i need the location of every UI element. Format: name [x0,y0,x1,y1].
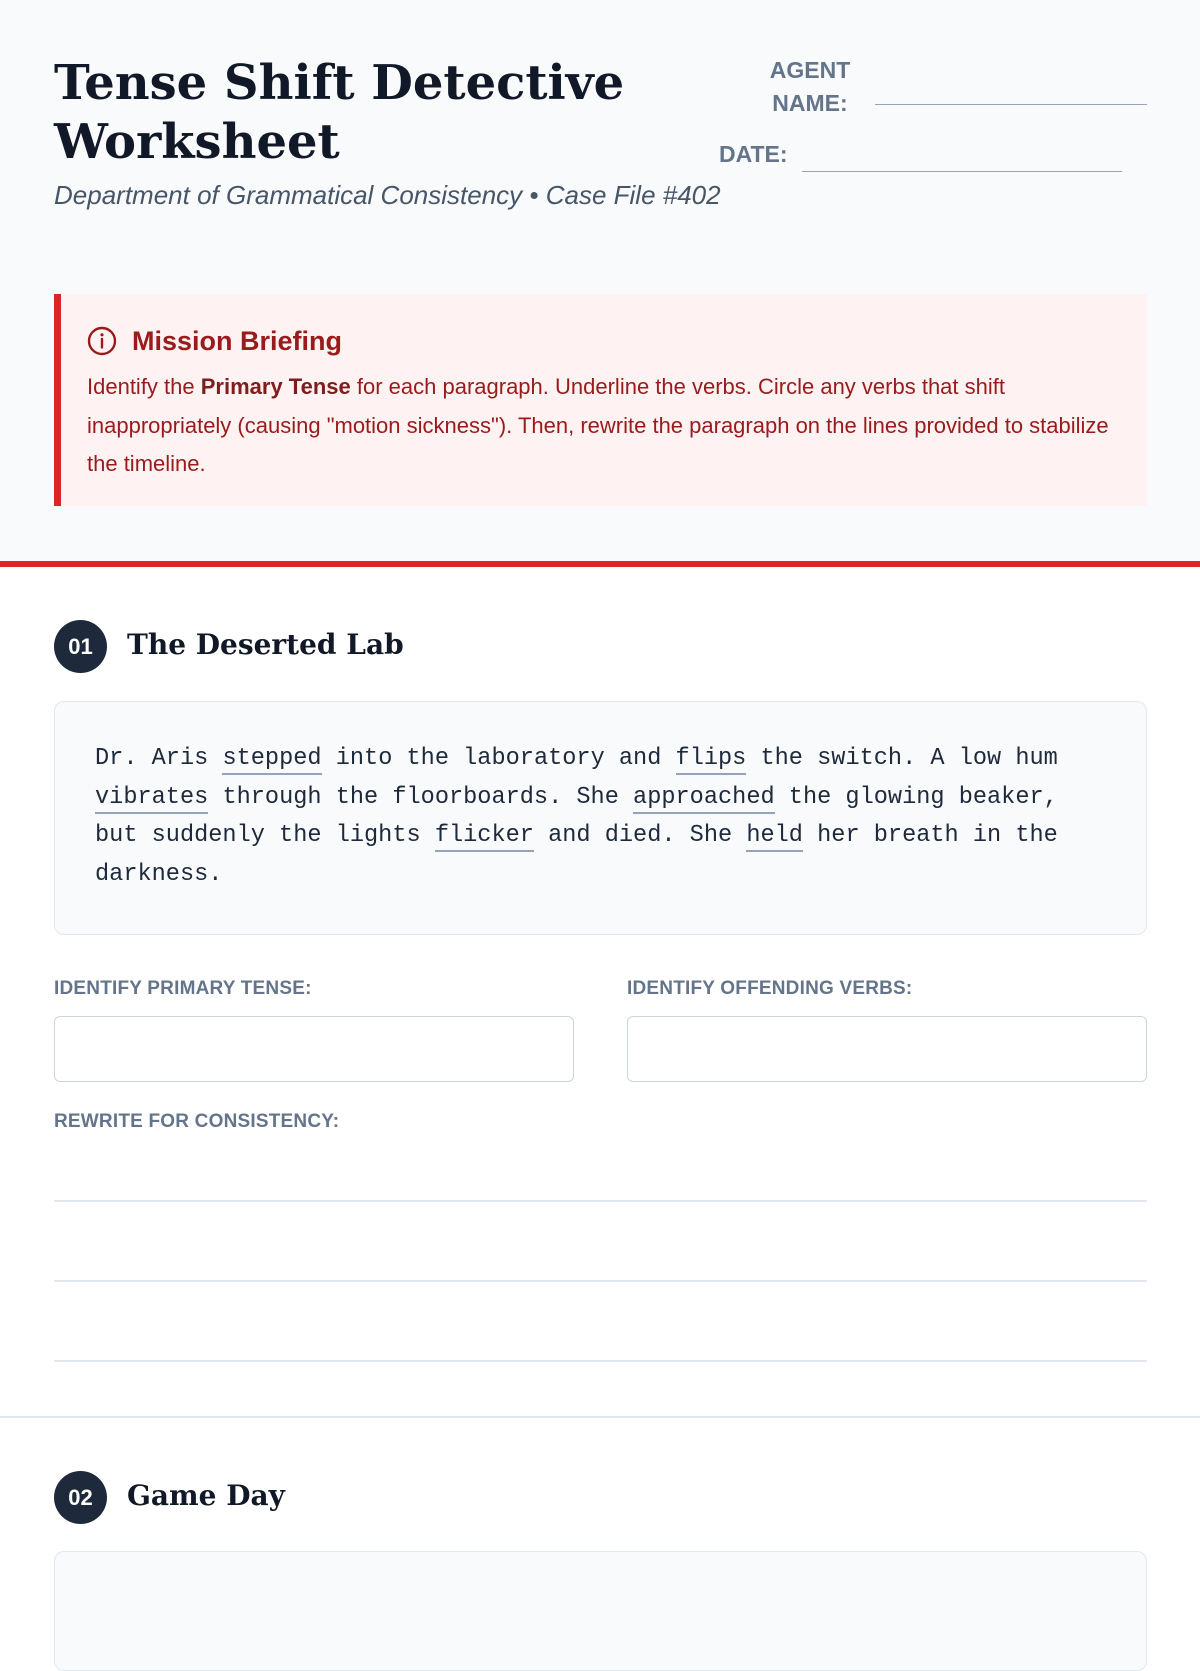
passage-verb: flips [676,745,747,775]
passage-segment: her breath in the darkness. [95,822,1058,888]
rewrite-line[interactable] [54,1360,1147,1362]
rewrite-line[interactable] [54,1280,1147,1282]
rewrite-line[interactable] [54,1200,1147,1202]
date-label: DATE: [719,141,788,167]
section-divider [0,1416,1200,1418]
date-field[interactable] [802,171,1122,172]
section-number-badge: 02 [54,1471,107,1524]
mission-briefing [54,294,1147,506]
passage-segment: the switch. A low hum [746,745,1058,772]
worksheet-title: Tense Shift Detective Worksheet [54,55,625,170]
passage-segment: and died. She [533,822,747,849]
section-title: The Deserted Lab [127,628,404,661]
passage-verb: vibrates [95,784,208,814]
briefing-text-emphasis: Primary Tense [200,374,351,399]
agent-name-field[interactable] [875,104,1147,105]
offending-verbs-input[interactable] [627,1016,1147,1082]
passage-verb: stepped [222,745,321,775]
passage-verb: approached [633,784,775,814]
briefing-text-start: Identify the [87,374,201,399]
passage-verb: flicker [435,822,534,852]
passage-segment: Dr. Aris [95,745,223,772]
passage-verb: held [746,822,803,852]
header-divider [0,561,1200,567]
passage-segment: the glowing beaker, but suddenly the lights [95,783,1058,849]
passage-box [54,701,1147,935]
info-circle-icon [87,326,117,356]
passage-segment: into the laboratory and [321,745,676,772]
section-number-badge: 01 [54,620,107,673]
agent-name-label: AGENT NAME: [769,57,851,116]
briefing-text-end: for each paragraph. Underline the verbs. Circle any verbs that shift inappropriately (causing "motion sickness"). Then, rewrite the paragraph on the lines provided to stabilize the timeline. [87,374,1109,476]
section-title: Game Day [127,1479,285,1512]
worksheet-header [0,0,1200,561]
briefing-text [87,368,1115,484]
passage-segment: through the floorboards. She [208,783,634,811]
passage-box [54,1551,1147,1671]
rewrite-label: REWRITE FOR CONSISTENCY: [54,1111,340,1132]
offending-verbs-label: IDENTIFY OFFENDING VERBS: [627,978,913,999]
case-file-subtitle: Department of Grammatical Consistency • Case File #402 [54,180,721,210]
primary-tense-label: IDENTIFY PRIMARY TENSE: [54,978,312,999]
passage-text [95,745,1058,888]
briefing-title: Mission Briefing [132,325,343,356]
primary-tense-input[interactable] [54,1016,574,1082]
